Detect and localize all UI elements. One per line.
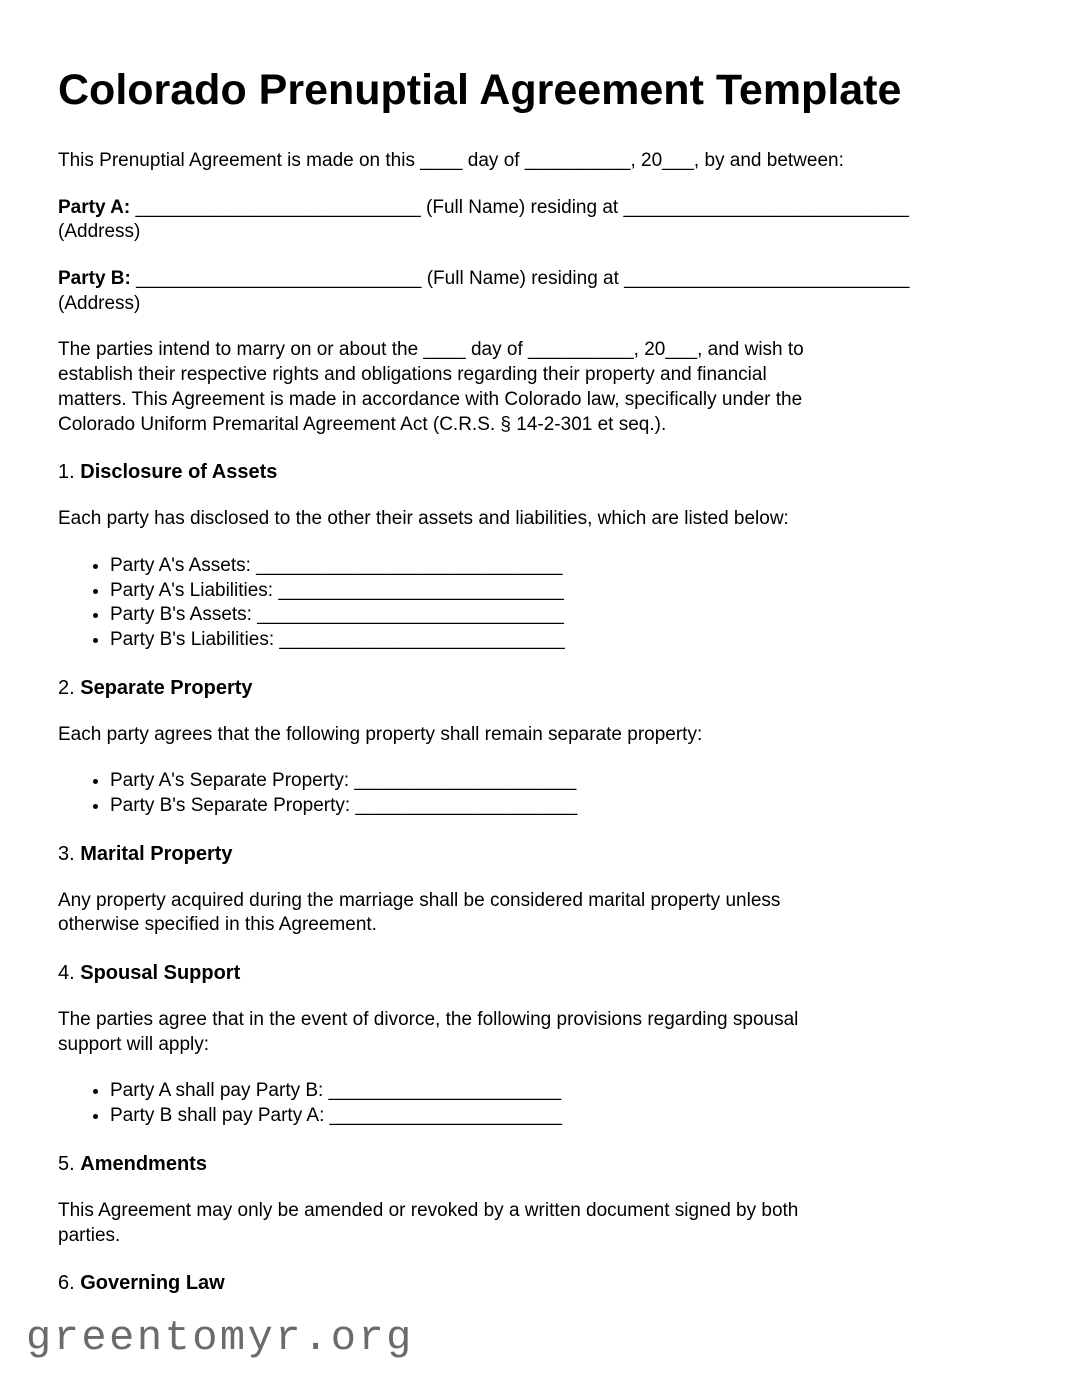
party-b-blanks: ___________________________ (Full Name) residing at ___________________________: [136, 268, 910, 290]
section-5-body-line: parties.: [58, 1224, 121, 1246]
recitals-line: Colorado Uniform Premarital Agreement Act (C.R.S. § 14-2-301 et seq.).: [58, 413, 667, 435]
document-title: Colorado Prenuptial Agreement Template: [58, 66, 902, 114]
section-4-body: [58, 1008, 942, 1057]
recitals-line: matters. This Agreement is made in accordance with Colorado law, specifically under the: [58, 388, 803, 410]
list-item: • Party B shall pay Party A: ______________________: [110, 1104, 942, 1129]
recitals-paragraph: [58, 338, 942, 437]
section-5-title: Amendments: [80, 1152, 207, 1175]
section-2-list: [58, 769, 942, 818]
list-item: • Party A's Assets: _____________________________: [110, 554, 942, 579]
list-item: • Party B's Assets: _____________________________: [110, 603, 942, 628]
section-3-heading: [58, 841, 942, 867]
section-5-heading: [58, 1151, 942, 1177]
intro-paragraph: This Prenuptial Agreement is made on this ____ day of __________, 20___, by and between:: [58, 150, 844, 172]
party-a-line: [58, 196, 942, 245]
section-6-heading: [58, 1270, 942, 1296]
section-6-title: Governing Law: [80, 1272, 225, 1295]
party-a-address-label: (Address): [58, 221, 141, 243]
section-4-number: 4.: [58, 962, 75, 985]
section-3-title: Marital Property: [80, 842, 233, 865]
section-4-list: [58, 1079, 942, 1128]
section-3-body: [58, 889, 942, 938]
party-a-blanks: ___________________________ (Full Name) residing at ___________________________: [135, 196, 909, 218]
list-item: • Party B's Liabilities: ___________________________: [110, 628, 942, 653]
section-5-number: 5.: [58, 1152, 75, 1175]
recitals-line: establish their respective rights and obligations regarding their property and financial: [58, 364, 767, 386]
section-3-number: 3.: [58, 842, 75, 865]
section-2-title: Separate Property: [80, 676, 253, 699]
section-5-body: [58, 1199, 942, 1248]
section-1-number: 1.: [58, 461, 75, 484]
section-4-heading: [58, 960, 942, 986]
section-3-body-line: otherwise specified in this Agreement.: [58, 914, 377, 936]
party-b-address-label: (Address): [58, 292, 141, 314]
party-b-line: [58, 267, 942, 316]
list-item: • Party A's Separate Property: _____________________: [110, 769, 942, 794]
section-4-body-line: The parties agree that in the event of divorce, the following provisions regarding spousal: [58, 1009, 799, 1031]
watermark-text: greentomyr.org: [26, 1314, 414, 1362]
section-3-body-line: Any property acquired during the marriage shall be considered marital property unless: [58, 889, 781, 911]
list-item: • Party B's Separate Property: _____________________: [110, 794, 942, 819]
section-1-heading: [58, 459, 942, 485]
party-a-label: Party A:: [58, 196, 131, 218]
list-item: • Party A's Liabilities: ___________________________: [110, 579, 942, 604]
section-1-body: Each party has disclosed to the other their assets and liabilities, which are listed below:: [58, 508, 789, 530]
recitals-line: The parties intend to marry on or about the ____ day of __________, 20___, and wish to: [58, 339, 804, 361]
section-2-number: 2.: [58, 676, 75, 699]
list-item: • Party A shall pay Party B: ______________________: [110, 1079, 942, 1104]
section-2-heading: [58, 675, 942, 701]
document-content: [58, 0, 942, 1296]
section-1-title: Disclosure of Assets: [80, 461, 278, 484]
section-4-body-line: support will apply:: [58, 1033, 210, 1055]
party-b-label: Party B:: [58, 268, 131, 290]
section-6-number: 6.: [58, 1272, 75, 1295]
section-2-body: Each party agrees that the following property shall remain separate property:: [58, 723, 703, 745]
section-5-body-line: This Agreement may only be amended or revoked by a written document signed by both: [58, 1199, 799, 1221]
section-4-title: Spousal Support: [80, 962, 241, 985]
section-1-list: [58, 554, 942, 653]
